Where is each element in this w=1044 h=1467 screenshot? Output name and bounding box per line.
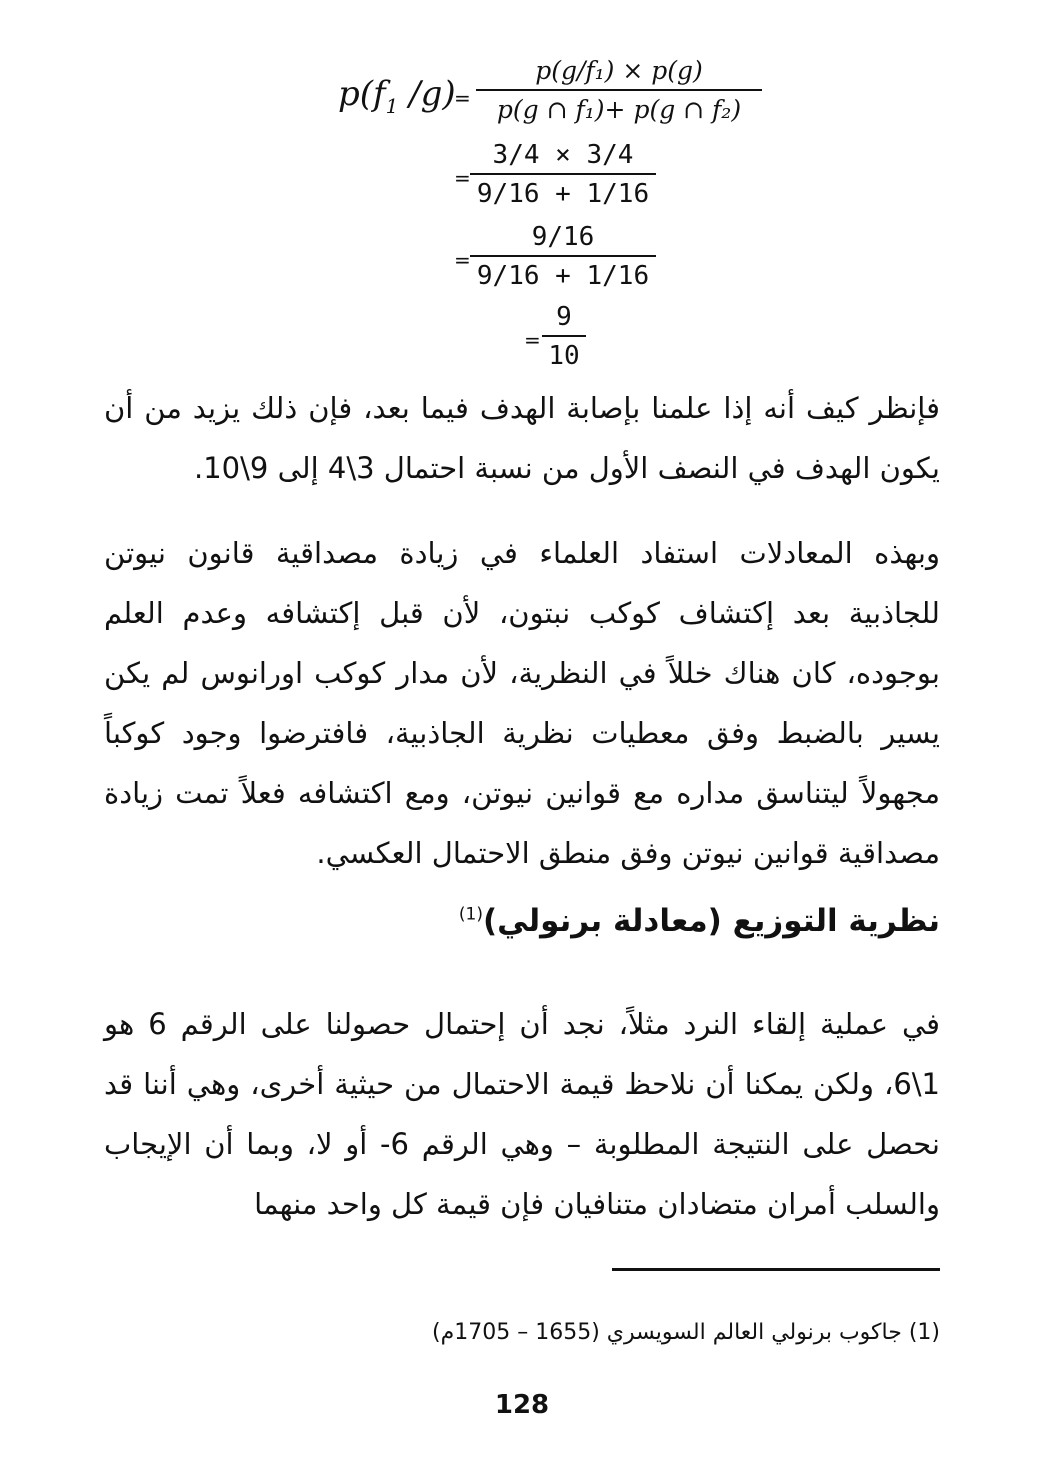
numerator: 9 — [556, 302, 572, 332]
equals-sign: = — [454, 166, 471, 190]
paragraph-interpretation: فإنظر كيف أنه إذا علمنا بإصابة الهدف فيما بعد، فإن ذلك يزيد من أن يكون الهدف في النصف الأول من نسبة احتمال 3\4 إلى 9\10. — [104, 391, 940, 485]
footnote-marker: (1) — [458, 904, 484, 925]
footnote: (1) جاكوب برنولي العالم السويسري (1655 – 1705م) — [432, 1320, 940, 1345]
fraction-step-1 — [476, 54, 762, 127]
fraction-step-4 — [542, 300, 586, 373]
footnote-separator — [612, 1268, 940, 1271]
paragraph-dice: في عملية إلقاء النرد مثلاً، نجد أن إحتمال حصولنا على الرقم 6 هو 1\6، ولكن يمكنا أن نلاحظ قيمة الاحتمال من حيثية أخرى، وهي أننا قد نحصل على النتيجة المطلوبة – وهي الرقم 6- أو لا، وبما أن الإيجاب والسلب أمران متضادان متنافيان فإن قيمة كل واحد منهما — [104, 1007, 941, 1221]
numerator: 3/4 × 3/4 — [492, 140, 634, 170]
denominator: p(g ∩ f₁)+ p(g ∩ f₂) — [496, 95, 742, 124]
section-heading — [459, 903, 940, 939]
fraction-bar — [470, 173, 656, 175]
bayes-equation — [0, 0, 1044, 380]
fraction-bar — [476, 89, 762, 91]
heading-text: نظرية التوزيع (معادلة برنولي) — [483, 903, 940, 939]
page-number: 128 — [494, 1390, 550, 1420]
fraction-bar — [470, 255, 656, 257]
fraction-step-2 — [470, 138, 656, 211]
fraction-bar — [542, 335, 586, 337]
denominator: 9/16 + 1/16 — [476, 261, 650, 291]
equals-sign: = — [524, 328, 541, 352]
fraction-step-3 — [470, 220, 656, 293]
equals-sign: = — [454, 86, 471, 110]
numerator: 9/16 — [531, 222, 595, 252]
equation-lhs: $p(f_1$ /g) — [338, 74, 456, 118]
denominator: 9/16 + 1/16 — [476, 179, 650, 209]
paragraph-newton: وبهذه المعادلات استفاد العلماء في زيادة مصداقية قانون نيوتن للجاذبية بعد إكتشاف كوكب نبتون، لأن قبل إكتشافه وعدم العلم بوجوده، كان هناك خللاً في النظرية، لأن مدار كوكب اورانوس لم يكن يسير بالضبط وفق معطيات نظرية الجاذبية، فافترضوا وجود كوكباً مجهولاً ليتناسق مداره مع قوانين نيوتن، ومع اكتشافه فعلاً تمت زيادة مصداقية قوانين نيوتن وفق منطق الاحتمال العكسي. — [104, 536, 940, 870]
denominator: 10 — [548, 341, 580, 371]
equals-sign: = — [454, 248, 471, 272]
numerator: p(g/f₁) × p(g) — [535, 56, 703, 85]
